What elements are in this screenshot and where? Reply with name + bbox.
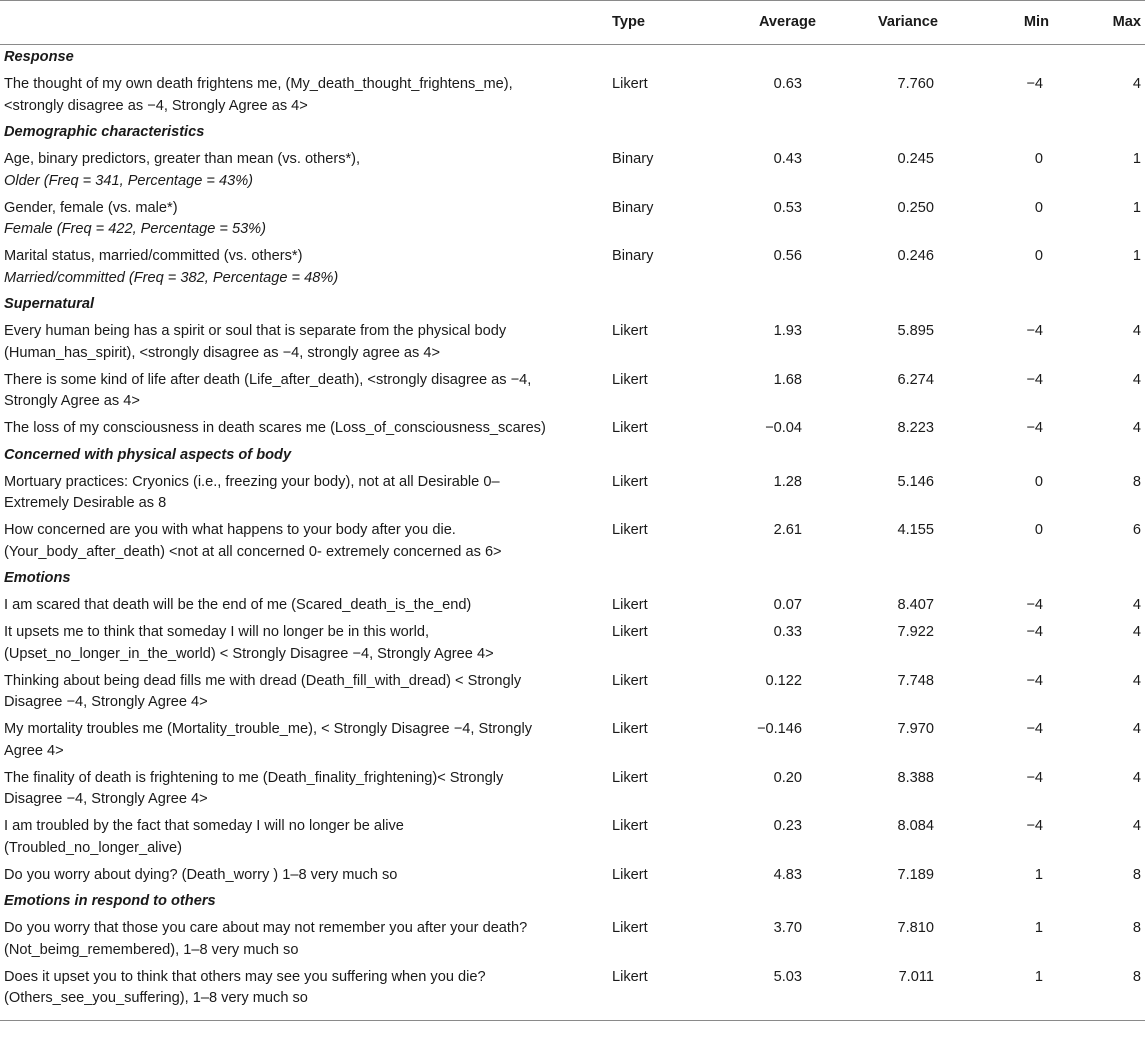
variance-cell: 0.246: [897, 248, 934, 264]
variance-cell: 0.245: [897, 151, 934, 167]
min-cell: −4: [1026, 371, 1043, 388]
max-cell: 8: [1083, 964, 1145, 1020]
variable-description: I am scared that death will be the end of me (Scared_death_is_the_end): [4, 597, 472, 613]
average-cell: 0.122: [765, 672, 802, 689]
section-title: Response: [4, 49, 74, 65]
average-cell: 1.68: [773, 371, 802, 388]
table-row: [0, 195, 1145, 244]
average-cell: 4.83: [773, 866, 802, 883]
variance-cell: 4.155: [897, 522, 934, 538]
variance-cell: 7.810: [897, 920, 934, 936]
variable-description: I am troubled by the fact that someday I will no longer be alive (Troubled_no_longer_alive): [4, 818, 404, 856]
average-cell: 0.07: [773, 597, 802, 613]
variable-cell: [0, 593, 600, 620]
header-min: Min: [978, 1, 1083, 45]
average-cell: 3.70: [773, 920, 802, 936]
type-cell: Likert: [612, 323, 648, 339]
max-cell: 4: [1132, 597, 1141, 613]
table-row: [0, 416, 1145, 443]
average-cell: 0.33: [773, 624, 802, 640]
variable-cell: [0, 620, 600, 669]
section-title: Supernatural: [4, 296, 95, 312]
variable-cell: [0, 916, 600, 965]
min-cell: −4: [1026, 597, 1043, 613]
min-cell: 0: [1034, 522, 1043, 538]
min-cell: 0: [1034, 248, 1043, 264]
header-average: Average: [718, 1, 844, 45]
variable-cell: [0, 416, 600, 443]
header-variance: Variance: [844, 1, 978, 45]
min-cell: −4: [1026, 818, 1043, 834]
max-cell: 8: [1132, 866, 1141, 883]
variable-description: My mortality troubles me (Mortality_trouble_me), < Strongly Disagree −4, Strongly Agree 4>: [4, 721, 533, 759]
variance-cell: 8.407: [897, 597, 934, 613]
variable-description: Thinking about being dead fills me with dread (Death_fill_with_dread) < Strongly Disagree −4, Strongly Agree 4>: [4, 672, 522, 710]
variable-description: The loss of my consciousness in death scares me (Loss_of_consciousness_scares): [4, 420, 546, 436]
min-cell: −4: [1026, 76, 1043, 92]
type-cell: Likert: [612, 624, 648, 640]
table-row: [0, 593, 1145, 620]
variance-cell: 7.760: [897, 76, 934, 92]
variance-cell: 6.274: [897, 371, 934, 388]
type-cell: Likert: [612, 920, 648, 936]
type-cell: Binary: [612, 151, 654, 167]
table-row: [0, 244, 1145, 293]
type-cell: Likert: [600, 964, 718, 1020]
type-cell: Likert: [612, 522, 648, 538]
type-cell: Likert: [612, 672, 648, 689]
section-title: Demographic characteristics: [4, 124, 205, 140]
variance-cell: 5.895: [897, 323, 934, 339]
header-max: Max: [1083, 1, 1145, 45]
min-cell: 0: [1034, 473, 1043, 490]
table-row: [0, 964, 1145, 1020]
average-cell: −0.146: [756, 721, 802, 737]
min-cell: −4: [1026, 323, 1043, 339]
type-cell: Likert: [612, 473, 648, 490]
average-cell: 0.53: [773, 199, 802, 216]
table-row: [0, 668, 1145, 717]
table-row: [0, 367, 1145, 416]
variable-cell: [0, 518, 600, 567]
variable-cell: [0, 195, 600, 244]
min-cell: −4: [1026, 420, 1043, 436]
max-cell: 8: [1132, 473, 1141, 490]
section-row: [0, 292, 1145, 319]
type-cell: Likert: [612, 866, 648, 883]
type-cell: Likert: [612, 420, 648, 436]
variable-description: Age, binary predictors, greater than mean (vs. others*),: [4, 151, 361, 167]
table-row: [0, 765, 1145, 814]
variable-description: The finality of death is frightening to me (Death_finality_frightening)< Strongly Disagree −4, Strongly Agree 4>: [4, 769, 504, 807]
min-cell: −4: [1026, 769, 1043, 786]
section-row: [0, 889, 1145, 916]
type-cell: Likert: [612, 818, 648, 834]
table-row: [0, 814, 1145, 863]
variable-cell: [0, 765, 600, 814]
variable-description: Do you worry that those you care about may not remember you after your death? (Not_beimg_remembered), 1–8 very much so: [4, 920, 528, 958]
variance-cell: 8.084: [897, 818, 934, 834]
max-cell: 4: [1132, 371, 1141, 388]
table-body: [0, 45, 1145, 1021]
max-cell: 8: [1132, 920, 1141, 936]
table-row: [0, 717, 1145, 766]
variance-cell: 0.250: [897, 199, 934, 216]
variable-cell: [0, 814, 600, 863]
header-row: [0, 1, 1145, 45]
variable-cell: [0, 72, 600, 121]
variable-cell: [0, 319, 600, 368]
variable-description: It upsets me to think that someday I will no longer be in this world, (Upset_no_longer_in_the_world) < Strongly Disagree −4, Strongly Agree 4>: [4, 624, 494, 662]
table-row: [0, 72, 1145, 121]
max-cell: 1: [1132, 248, 1141, 264]
variance-cell: 5.146: [897, 473, 934, 490]
section-row: [0, 120, 1145, 147]
header-type: Type: [600, 1, 718, 45]
section-title: Emotions in respond to others: [4, 893, 216, 909]
variable-description: There is some kind of life after death (Life_after_death), <strongly disagree as −4, Strongly Agree as 4>: [4, 371, 532, 409]
table-row: [0, 862, 1145, 889]
max-cell: 4: [1132, 818, 1141, 834]
min-cell: 1: [1034, 866, 1043, 883]
variable-cell: [0, 367, 600, 416]
max-cell: 1: [1132, 199, 1141, 216]
variable-description: Gender, female (vs. male*): [4, 199, 178, 216]
max-cell: 4: [1132, 769, 1141, 786]
table-header: [0, 1, 1145, 45]
variable-description: Mortuary practices: Cryonics (i.e., freezing your body), not at all Desirable 0– Extremely Desirable as 8: [4, 473, 500, 511]
section-title: Emotions: [4, 570, 71, 586]
max-cell: 4: [1132, 76, 1141, 92]
variance-cell: 7.748: [897, 672, 934, 689]
type-cell: Likert: [612, 721, 648, 737]
section-row: [0, 566, 1145, 593]
max-cell: 4: [1132, 624, 1141, 640]
average-cell: 2.61: [773, 522, 802, 538]
min-cell: −4: [1026, 624, 1043, 640]
max-cell: 4: [1132, 721, 1141, 737]
variable-cell: [0, 717, 600, 766]
table-row: [0, 620, 1145, 669]
average-cell: 1.93: [773, 323, 802, 339]
average-cell: 0.43: [773, 151, 802, 167]
max-cell: 4: [1132, 672, 1141, 689]
variable-frequency-note: Female (Freq = 422, Percentage = 53%): [4, 221, 267, 237]
average-cell: 1.28: [773, 473, 802, 490]
variance-cell: 7.922: [897, 624, 934, 640]
min-cell: 1: [1034, 920, 1043, 936]
type-cell: Likert: [612, 371, 648, 388]
type-cell: Binary: [612, 199, 654, 216]
min-cell: 0: [1034, 199, 1043, 216]
table-row: [0, 147, 1145, 196]
type-cell: Binary: [612, 248, 654, 264]
max-cell: 4: [1132, 323, 1141, 339]
variable-cell: [0, 469, 600, 518]
min-cell: −4: [1026, 721, 1043, 737]
section-title: Concerned with physical aspects of body: [4, 446, 292, 463]
variable-frequency-note: Married/committed (Freq = 382, Percentage = 48%): [4, 269, 339, 286]
variable-description: Does it upset you to think that others may see you suffering when you die? (Others_see_you_suffering), 1–8 very much so: [4, 968, 486, 1006]
header-variable: [0, 1, 600, 45]
average-cell: 0.23: [773, 818, 802, 834]
variable-cell: [0, 244, 600, 293]
variance-cell: 7.970: [897, 721, 934, 737]
section-row: [0, 443, 1145, 470]
variable-description: How concerned are you with what happens to your body after you die. (Your_body_after_death) <not at all concerned 0- extremely concerned as 6>: [4, 522, 502, 560]
variance-cell: 8.388: [897, 769, 934, 786]
table-row: [0, 319, 1145, 368]
variable-description: The thought of my own death frightens me, (My_death_thought_frightens_me), <strongly disagree as −4, Strongly Agree as 4>: [4, 76, 513, 114]
average-cell: 0.56: [773, 248, 802, 264]
max-cell: 1: [1132, 151, 1141, 167]
variable-description: Marital status, married/committed (vs. others*): [4, 248, 303, 264]
variable-cell: [0, 668, 600, 717]
type-cell: Likert: [612, 76, 648, 92]
average-cell: 0.63: [773, 76, 802, 92]
section-row: [0, 45, 1145, 72]
variance-cell: 8.223: [897, 420, 934, 436]
variable-frequency-note: Older (Freq = 341, Percentage = 43%): [4, 172, 254, 189]
variable-description: Every human being has a spirit or soul that is separate from the physical body (Human_has_spirit), <strongly disagree as −4, strongly agree as 4>: [4, 323, 507, 361]
average-cell: 0.20: [773, 769, 802, 786]
variance-cell: 7.011: [844, 964, 978, 1020]
max-cell: 4: [1132, 420, 1141, 436]
type-cell: Likert: [612, 769, 648, 786]
max-cell: 6: [1132, 522, 1141, 538]
table-row: [0, 916, 1145, 965]
min-cell: −4: [1026, 672, 1043, 689]
average-cell: 5.03: [718, 964, 844, 1020]
variable-cell: [0, 964, 600, 1020]
variable-cell: [0, 862, 600, 889]
variable-cell: [0, 147, 600, 196]
table-row: [0, 518, 1145, 567]
variance-cell: 7.189: [897, 866, 934, 883]
min-cell: 1: [978, 964, 1083, 1020]
variable-description: Do you worry about dying? (Death_worry ) 1–8 very much so: [4, 866, 398, 883]
table-row: [0, 469, 1145, 518]
min-cell: 0: [1034, 151, 1043, 167]
average-cell: −0.04: [765, 420, 802, 436]
type-cell: Likert: [612, 597, 648, 613]
